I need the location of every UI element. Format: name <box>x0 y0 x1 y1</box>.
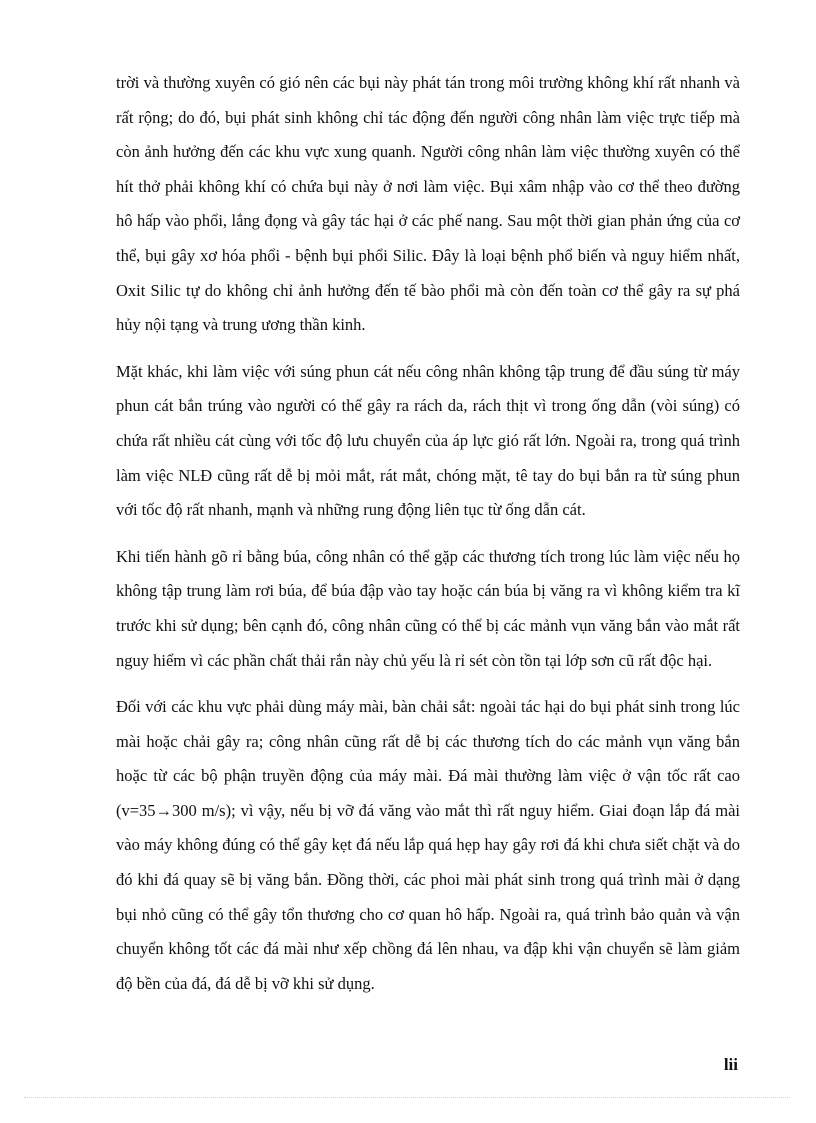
paragraph-sandblasting-hazards: Mặt khác, khi làm việc với súng phun cát nếu công nhân không tập trung để đầu súng từ máy phun cát bắn trúng vào người có thể gây ra rách da, rách thịt vì trong ống dẫn (vòi súng) có chứa rất nhiều cát cùng với tốc độ lưu chuyển của áp lực gió rất lớn. Ngoài ra, trong quá trình làm việc NLĐ cũng rất dễ bị mỏi mắt, rát mắt, chóng mặt, tê tay do bụi bắn ra từ súng phun với tốc độ rất nhanh, mạnh và những rung động liên tục từ ống dẫn cát. <box>116 361 740 520</box>
page-number: lii <box>723 1055 738 1074</box>
document-body <box>116 66 740 1013</box>
paragraph-dust-health-effects: trời và thường xuyên có gió nên các bụi này phát tán trong môi trường không khí rất nhanh và rất rộng; do đó, bụi phát sinh không chỉ tác động đến người công nhân làm việc trực tiếp mà còn ảnh hưởng đến các khu vực xung quanh. Người công nhân làm việc thường xuyên có thể hít thở phải không khí có chứa bụi này ở nơi làm việc. Bụi xâm nhập vào cơ thể theo đường hô hấp vào phổi, lắng đọng và gây tác hại ở các phế nang. Sau một thời gian phản ứng của cơ thể, bụi gây xơ hóa phổi - bệnh bụi phổi Silic. Đây là loại bệnh phổ biến và nguy hiểm nhất, Oxit Silic tự do không chỉ ảnh hưởng đến tế bào phổi mà còn đến toàn cơ thể gây ra sự phá hủy nội tạng và trung ương thần kinh. <box>116 73 740 335</box>
page-bottom-divider <box>24 1097 790 1098</box>
paragraph-hammer-rust-removal: Khi tiến hành gõ rỉ bằng búa, công nhân có thể gặp các thương tích trong lúc làm việc nếu họ không tập trung làm rơi búa, để búa đập vào tay hoặc cán búa bị văng ra vì không kiểm tra kĩ trước khi sử dụng; bên cạnh đó, công nhân cũng có thể bị các mảnh vụn văng bắn vào mắt rất nguy hiểm vì các phần chất thải rắn này chủ yếu là rỉ sét còn tồn tại lớp sơn cũ rất độc hại. <box>116 546 740 670</box>
paragraph-grinding-hazards: Đối với các khu vực phải dùng máy mài, bàn chải sắt: ngoài tác hại do bụi phát sinh trong lúc mài hoặc chải gây ra; công nhân cũng rất dễ bị các thương tích do các mảnh vụn văng bắn hoặc từ các bộ phận truyền động của máy mài. Đá mài thường làm việc ở vận tốc rất cao (v=35→300 m/s); vì vậy, nếu bị vỡ đá văng vào mắt thì rất nguy hiểm. Giai đoạn lắp đá mài vào máy không đúng có thể gây kẹt đá nếu lắp quá hẹp hay gây rơi đá khi chưa siết chặt và do đó khi đá quay sẽ bị văng bắn. Đồng thời, các phoi mài phát sinh trong quá trình mài ở dạng bụi nhỏ cũng có thể gây tổn thương cho cơ quan hô hấp. Ngoài ra, quá trình bảo quản và vận chuyển không tốt các đá mài như xếp chồng đá lên nhau, va đập khi vận chuyển sẽ làm giảm độ bền của đá, đá dễ bị vỡ khi sử dụng. <box>116 697 740 993</box>
